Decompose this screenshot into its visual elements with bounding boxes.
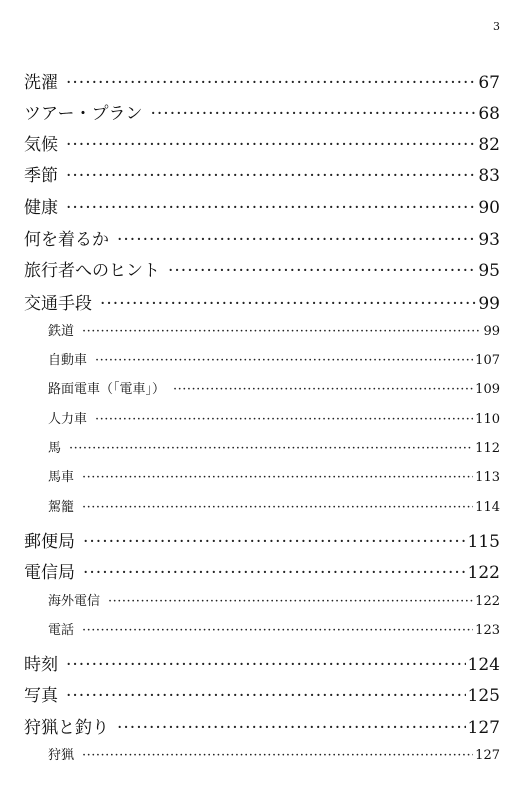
toc-entry xyxy=(24,161,500,186)
toc-subentry xyxy=(24,744,500,763)
toc-entry-title: 郵便局 xyxy=(24,532,75,552)
toc-entry-page: 107 xyxy=(475,353,500,368)
toc-entry-page: 67 xyxy=(478,73,500,93)
dot-leader xyxy=(69,441,473,456)
toc-entry xyxy=(24,558,500,583)
toc-entry-page: 112 xyxy=(475,441,500,456)
toc-entry xyxy=(24,130,500,155)
toc-entry-title: 鉄道 xyxy=(48,324,75,339)
dot-leader xyxy=(168,261,476,281)
toc-entry-title: 狩猟 xyxy=(48,748,75,763)
toc-entry-title: 馬車 xyxy=(48,470,75,485)
toc-entry-title: 馬 xyxy=(48,441,62,456)
dot-leader xyxy=(82,623,473,638)
toc-subentry xyxy=(24,590,500,609)
dot-leader xyxy=(95,412,473,427)
toc-entry-title: 電話 xyxy=(48,623,75,638)
toc-entry-page: 110 xyxy=(475,412,500,427)
toc-entry-page: 99 xyxy=(478,294,500,314)
dot-leader xyxy=(100,294,476,314)
toc-entry xyxy=(24,193,500,218)
toc-entry-page: 127 xyxy=(475,748,500,763)
dot-leader xyxy=(66,166,476,186)
toc-entry-title: 何を着るか xyxy=(24,230,109,250)
toc-entry xyxy=(24,650,500,675)
toc-entry-page: 99 xyxy=(483,324,500,339)
toc-entry xyxy=(24,68,500,93)
page-number: 3 xyxy=(493,20,500,33)
toc-entry-title: 気候 xyxy=(24,135,58,155)
toc-entry-page: 123 xyxy=(475,623,500,638)
toc-entry-page: 122 xyxy=(467,563,500,583)
dot-leader xyxy=(117,230,476,250)
toc-entry-page: 122 xyxy=(475,594,500,609)
dot-leader xyxy=(83,532,466,552)
toc-subentry xyxy=(24,378,500,397)
dot-leader xyxy=(151,104,477,124)
dot-leader xyxy=(66,135,476,155)
toc-entry-title: 洗濯 xyxy=(24,73,58,93)
toc-entry-title: 自動車 xyxy=(48,353,88,368)
toc-entry-page: 125 xyxy=(467,686,500,706)
toc-subentry xyxy=(24,437,500,456)
toc-entry xyxy=(24,256,500,281)
toc-entry-title: 季節 xyxy=(24,166,58,186)
toc-entry-page: 124 xyxy=(467,655,500,675)
toc-entry-page: 114 xyxy=(475,500,500,515)
toc-entry-page: 115 xyxy=(467,532,500,552)
toc-entry-title: 写真 xyxy=(24,686,58,706)
dot-leader xyxy=(66,73,476,93)
toc-entry xyxy=(24,713,500,738)
toc-entry-page: 82 xyxy=(478,135,500,155)
toc-entry-page: 83 xyxy=(478,166,500,186)
toc-entry-title: 交通手段 xyxy=(24,294,92,314)
toc-entry-title: 健康 xyxy=(24,198,58,218)
toc-entry-page: 95 xyxy=(478,261,500,281)
toc-entry-title: 海外電信 xyxy=(48,594,101,609)
dot-leader xyxy=(82,324,481,339)
toc-subentry xyxy=(24,466,500,485)
toc-entry-page: 93 xyxy=(478,230,500,250)
toc-entry-title: 駕籠 xyxy=(48,500,75,515)
dot-leader xyxy=(82,470,473,485)
dot-leader xyxy=(82,748,473,763)
toc-entry-title: ツアー・プラン xyxy=(24,104,143,124)
dot-leader xyxy=(66,198,476,218)
toc-subentry xyxy=(24,349,500,368)
dot-leader xyxy=(173,382,473,397)
toc-entry-page: 113 xyxy=(475,470,500,485)
toc-entry-title: 旅行者へのヒント xyxy=(24,261,160,281)
toc-entry-title: 人力車 xyxy=(48,412,88,427)
toc-entry-page: 90 xyxy=(478,198,500,218)
toc-entry xyxy=(24,527,500,552)
toc-entry-page: 68 xyxy=(478,104,500,124)
dot-leader xyxy=(83,563,466,583)
toc-entry xyxy=(24,99,500,124)
toc-entry-title: 時刻 xyxy=(24,655,58,675)
toc-entry-page: 109 xyxy=(475,382,500,397)
toc-entry-title: 路面電車（「電車」） xyxy=(48,382,166,397)
toc-subentry xyxy=(24,320,500,339)
dot-leader xyxy=(82,500,473,515)
toc-subentry xyxy=(24,619,500,638)
dot-leader xyxy=(66,655,466,675)
toc-entry xyxy=(24,225,500,250)
dot-leader xyxy=(117,718,466,738)
toc-entry-title: 電信局 xyxy=(24,563,75,583)
toc-entry-title: 狩猟と釣り xyxy=(24,718,109,738)
toc-entry xyxy=(24,289,500,314)
dot-leader xyxy=(95,353,473,368)
toc-entry xyxy=(24,681,500,706)
toc-subentry xyxy=(24,496,500,515)
toc-subentry xyxy=(24,408,500,427)
dot-leader xyxy=(108,594,473,609)
dot-leader xyxy=(66,686,466,706)
toc-entry-page: 127 xyxy=(467,718,500,738)
